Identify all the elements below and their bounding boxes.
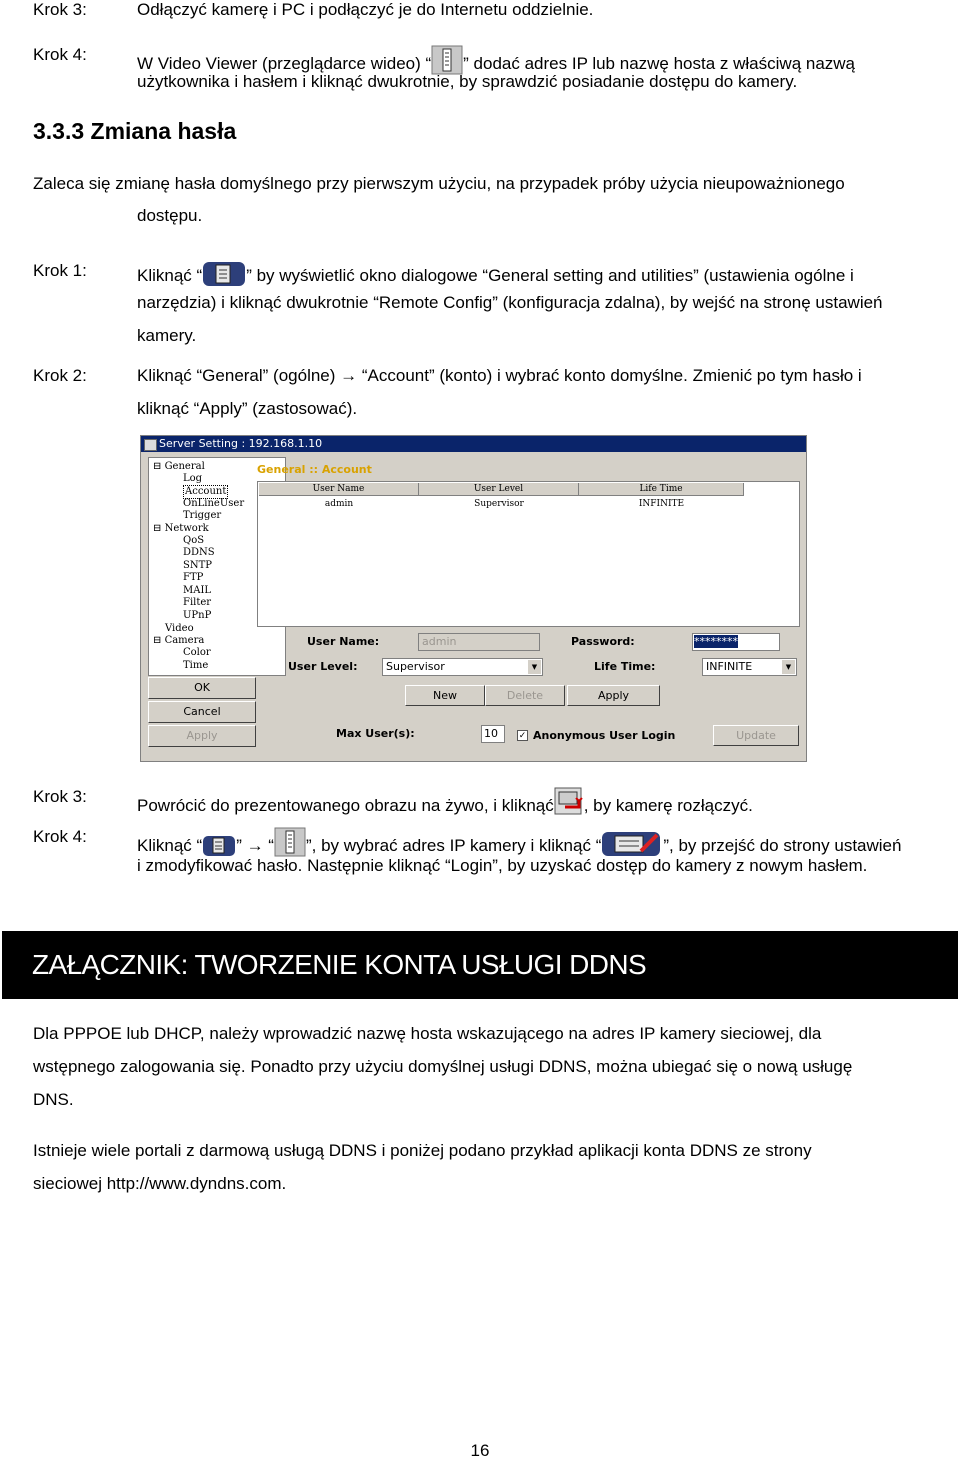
tree-item-log[interactable]: Log [183,473,203,484]
max-users-label: Max User(s): [336,727,415,740]
tree-item-ftp[interactable]: FTP [183,572,204,583]
step1-line3: kamery. [137,326,197,345]
tree-item-color[interactable]: Color [183,647,211,658]
step4-label: Krok 4: [33,827,87,846]
step3-top-text: Odłączyć kamerę i PC i podłączyć je do Internetu oddzielnie. [137,0,594,19]
password-field[interactable] [692,633,780,651]
text: Powrócić do prezentowanego obrazu na żywo, i kliknąć [137,796,554,815]
appendix-p1-line1: Dla PPPOE lub DHCP, należy wprowadzić nazwę hosta wskazującego na adres IP kamery sieciowej, dla [33,1024,822,1043]
label: Network [164,523,209,534]
appendix-p2-line2: sieciowej http://www.dyndns.com. [33,1174,287,1193]
life-time-label: Life Time: [594,660,656,673]
appendix-p1-line2: wstępnego zalogowania się. Ponadto przy użyciu domyślnej usługi DDNS, można ubiegać się o nową usługę [33,1057,853,1076]
column-header-user-name[interactable]: User Name [259,483,419,496]
life-time-select[interactable] [702,658,797,676]
tree-item-video[interactable]: Video [165,623,194,634]
appendix-p2-line1: Istnieje wiele portali z darmową usługą DDNS i poniżej podano przykład aplikacji konta DDNS ze strony [33,1141,812,1160]
label: Camera [164,635,205,646]
arrow-right-icon: → [340,366,358,385]
text: ”, by przejść do strony ustawień [663,836,902,855]
label: General [164,461,205,472]
panel-title: General :: Account [257,463,372,476]
tree-item-filter[interactable]: Filter [183,597,212,608]
app-icon [144,439,157,451]
step2-line1 [137,366,862,386]
cell-user-level[interactable]: Supervisor [474,499,524,509]
chevron-down-icon[interactable]: ▼ [781,660,795,674]
step1-line1 [137,261,854,292]
text: W Video Viewer (przeglądarce wideo) “ [137,54,432,73]
text: Kliknąć “ [137,836,203,855]
text: ”, by wybrać adres IP kamery i kliknąć “ [305,836,602,855]
tree-item-network[interactable]: ⊟ Network [153,523,209,534]
text: ” dodać adres IP lub nazwę hosta z właściwą nazwą [463,54,856,73]
appendix-banner [2,931,958,999]
text: “Account” (konto) i wybrać konto domyślne. Zmienić po tym hasło i [357,366,862,385]
dialog-titlebar [141,436,806,452]
appendix-p1-line3: DNS. [33,1090,74,1109]
tree-item-qos[interactable]: QoS [183,535,205,546]
arrow-right-icon: → [246,836,264,855]
cancel-button[interactable]: Cancel [148,701,256,723]
user-name-label: User Name: [307,635,380,648]
step1-label: Krok 1: [33,261,87,280]
page-number: 16 [470,1441,490,1460]
update-button[interactable]: Update [713,725,799,746]
tree-item-general[interactable]: ⊟ General [153,461,205,472]
apply-button[interactable]: Apply [567,685,660,706]
tree-item-ddns[interactable]: DDNS [183,547,215,558]
apply-left-button[interactable]: Apply [148,725,256,747]
text: ” by wyświetlić okno dialogowe “General setting and utilities” (ustawienia ogólne i [246,266,854,285]
text: ” [236,836,247,855]
section-intro-line1: Zaleca się zmianę hasła domyślnego przy pierwszym użyciu, na przypadek próby użycia nieupoważnionego [33,174,845,193]
life-time-value: INFINITE [706,660,753,673]
user-level-label: User Level: [288,660,358,673]
tree-item-account[interactable]: Account [185,486,227,497]
user-level-value: Supervisor [386,660,445,673]
step3-line [137,787,753,822]
user-name-field[interactable]: admin [418,633,540,651]
step4-line2: i zmodyfikować hasło. Następnie kliknąć “Login”, by uzyskać dostęp do kamery z nowym hasłem. [137,856,868,875]
text: Kliknąć “General” (ogólne) [137,366,341,385]
section-title: 3.3.3 Zmiana hasła [33,118,237,144]
step4-top-label: Krok 4: [33,45,87,64]
cell-user-name[interactable]: admin [324,499,354,509]
appendix-title: ZAŁĄCZNIK: TWORZENIE KONTA USŁUGI DDNS [32,949,647,980]
tree-item-mail[interactable]: MAIL [183,585,212,596]
column-header-user-level[interactable]: User Level [419,483,579,496]
step3-top-label: Krok 3: [33,0,87,19]
cell-life-time[interactable]: INFINITE [638,499,685,509]
step1-line2: narzędzia) i kliknąć dwukrotnie “Remote Config” (konfiguracja zdalna), by wejść na stronę ustawień [137,293,883,312]
tree-item-sntp[interactable]: SNTP [183,560,212,571]
delete-button[interactable]: Delete [485,685,565,706]
account-list[interactable] [257,481,800,627]
text: Kliknąć “ [137,266,203,285]
dialog-title: Server Setting : 192.168.1.10 [159,437,323,450]
tree-item-trigger[interactable]: Trigger [183,510,222,521]
step2-label: Krok 2: [33,366,87,385]
text: “ [263,836,274,855]
tree-item-time[interactable]: Time [183,660,209,671]
tree-item-camera[interactable]: ⊟ Camera [153,635,205,646]
ok-button[interactable]: OK [148,677,256,699]
anonymous-checkbox[interactable]: ✓ [518,730,527,740]
section-intro-line2: dostępu. [137,206,203,225]
step2-line2: kliknąć “Apply” (zastosować). [137,399,358,418]
disconnect-camera-icon [554,787,584,822]
server-setting-dialog [140,435,807,762]
settings-tool-icon [202,261,246,292]
step3-label: Krok 3: [33,787,87,806]
tree-item-onlineuser[interactable]: OnLineUser [183,498,245,509]
chevron-down-icon[interactable]: ▼ [527,660,541,674]
step4-top-line2: użytkownika i hasłem i kliknąć dwukrotnie, by sprawdzić posiadanie dostępu do kamery. [137,72,798,91]
max-users-field[interactable]: 10 [481,725,505,743]
user-level-select[interactable] [382,658,543,676]
password-value: ******** [694,635,738,648]
column-header-life-time[interactable]: Life Time [579,483,744,496]
tree-item-upnp[interactable]: UPnP [183,610,212,621]
anonymous-label: Anonymous User Login [533,729,676,742]
password-label: Password: [571,635,635,648]
text: , by kamerę rozłączyć. [583,796,753,815]
new-button[interactable]: New [405,685,485,706]
